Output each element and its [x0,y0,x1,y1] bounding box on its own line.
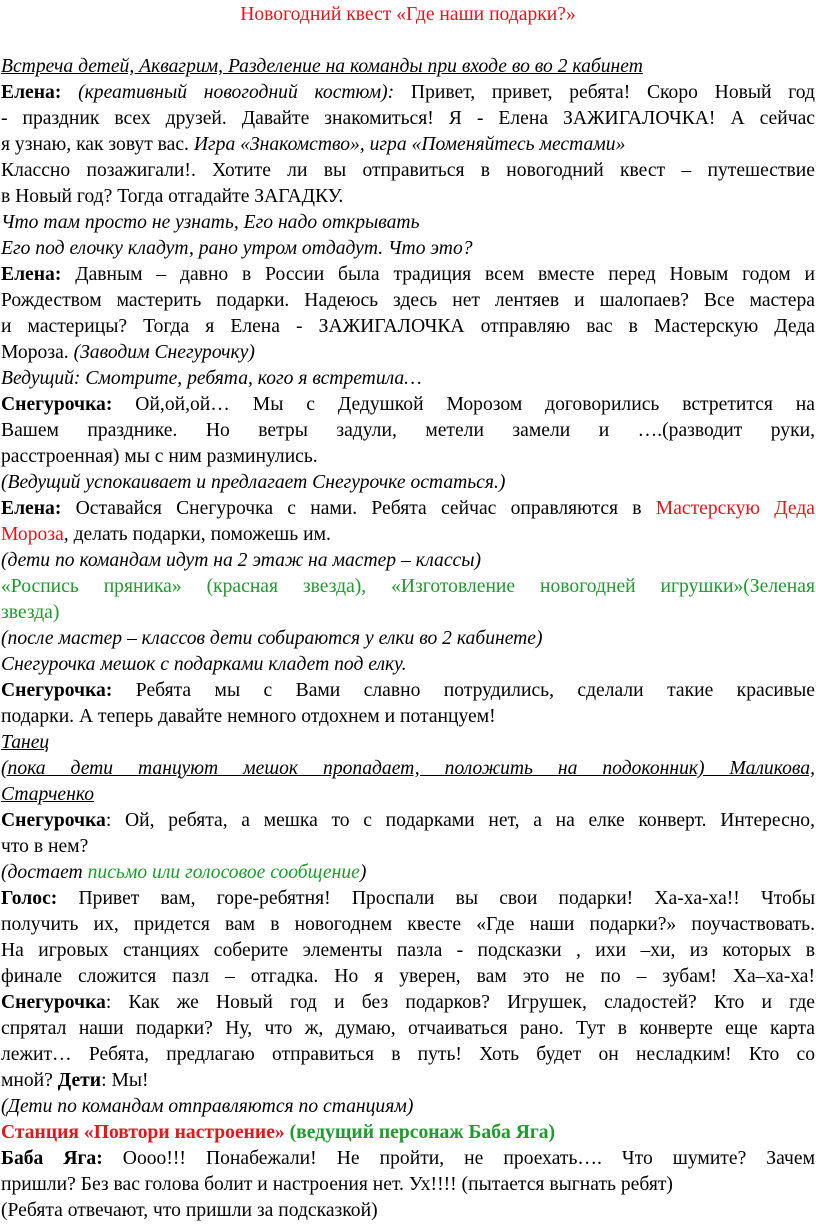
riddle-line: Что там просто не узнать, Его надо открывать [1,212,420,233]
workshop-line: звезда) [1,602,60,623]
paragraph-line: Снегурочка: Как же Новый год и без подарков? Игрушек, сладостей? Кто и где [1,992,815,1013]
paragraph-line: Елена: Оставайся Снегурочка с нами. Ребята сейчас оправляются в Мастерскую Деда [1,498,815,519]
stage-direction: (Ведущий успокаивает и предлагает Снегурочке остаться.) [1,472,506,493]
stage-direction: Игра «Знакомство», игра «Поменяйтесь местами» [193,134,626,155]
paragraph-line: финале сложится пазл – отгадка. Но я уверен, вам это не по – зубам! Ха–ха-ха! [1,966,815,987]
paragraph-line: Вашем празднике. Но ветры задули, метели замели и ….(разводит руки, [1,420,815,441]
paragraph-line: - праздник всех друзей. Давайте знакомиться! Я - Елена ЗАЖИГАЛОЧКА! А сейчас [1,108,815,129]
paragraph-line: и мастерицы? Тогда я Елена - ЗАЖИГАЛОЧКА отправляю вас в Мастерскую Деда [1,316,815,337]
stage-direction: (Заводим Снегурочку) [73,342,255,363]
paragraph-line: Снегурочка: Ой, ребята, а мешка то с подарками нет, а на елке конверт. Интересно, [1,810,815,831]
speaker-name: Снегурочка [1,810,106,831]
paragraph-line: Рождеством мастерить подарки. Надеюсь здесь нет лентяев и шалопаев? Все мастера [1,290,815,311]
intro-note: Встреча детей, Аквагрим, Разделение на команды при входе во во 2 кабинет [1,56,643,77]
paragraph-line: Мороза, делать подарки, поможешь им. [1,524,331,545]
paragraph-line: мной? Дети: Мы! [1,1070,149,1091]
speaker-name: Елена: [1,264,62,285]
paragraph-line: Голос: Привет вам, горе-ребятня! Проспали вы свои подарки! Ха-ха-ха!! Чтобы [1,888,815,909]
paragraph-line: На игровых станциях соберите элементы пазла - подсказки , ихи –хи, из которых в [1,940,815,961]
paragraph-line: что в нем? [1,836,89,857]
paragraph-line: расстроенная) мы с ним разминулись. [1,446,318,467]
paragraph-line: Снегурочка: Ребята мы с Вами славно потрудились, сделали такие красивые [1,680,815,701]
highlight-red: Мороза [1,524,64,545]
document-title: Новогодний квест «Где наши подарки?» [240,4,576,25]
stage-direction: (пока дети танцуют мешок пропадает, положить на подоконник) Маликова, [1,758,815,779]
stage-direction: (после мастер – классов дети собираются у елки во 2 кабинете) [1,628,543,649]
paragraph-line: Елена: Давным – давно в России была традиция всем вместе перед Новым годом и [1,264,815,285]
paragraph-line: пришли? Без вас голова болит и настроения нет. Ух!!!! (пытается выгнать ребят) [1,1174,673,1195]
paragraph-line: лежит… Ребята, предлагаю отправиться в путь! Хоть будет он несладким! Кто со [1,1044,815,1065]
speaker-name: Снегурочка: [1,394,113,415]
station-heading [1,1120,815,1146]
dance-heading: Танец [1,732,50,753]
speaker-name: Снегурочка: [1,680,113,701]
stage-direction: Снегурочка мешок с подарками кладет под елку. [1,654,407,675]
speaker-name: Снегурочка [1,992,106,1013]
stage-direction: (дети по командам идут на 2 этаж на мастер – классы) [1,550,482,571]
paragraph-line: Баба Яга: Оооо!!! Понабежали! Не пройти, не проехать…. Что шумите? Зачем [1,1148,815,1169]
paragraph-line: Мороза. (Заводим Снегурочку) [1,342,255,363]
paragraph-line: я узнаю, как зовут вас. Игра «Знакомство», игра «Поменяйтесь местами» [1,134,626,155]
station-character: (ведущий персонаж Баба Яга) [284,1122,556,1143]
speaker-name: Елена: [1,498,62,519]
stage-direction: (Дети по командам отправляются по станциям) [1,1096,414,1117]
speaker-name: Дети [57,1070,102,1091]
workshop-line: «Роспись пряника» (красная звезда), «Изготовление новогодней игрушки»(Зеленая [1,576,815,597]
paragraph-line: Снегурочка: Ой,ой,ой… Мы с Дедушкой Морозом договорились встретится на [1,394,815,415]
paragraph-line: подарки. А теперь давайте немного отдохнем и потанцуем! [1,706,496,727]
paragraph-line: получить их, придется вам в новогоднем квесте «Где наши подарки?» поучаствовать. [1,914,815,935]
speaker-name: Баба Яга: [1,1148,103,1169]
stage-direction: Ведущий: Смотрите, ребята, кого я встретила… [1,368,422,389]
stage-direction: Старченко [1,784,95,805]
stage-direction: (креативный новогодний костюм): [61,82,395,103]
riddle-line: Его под елочку кладут, рано утром отдадут. Что это? [1,238,473,259]
stage-direction: (достает письмо или голосовое сообщение) [1,862,367,883]
paragraph-line: Елена: (креативный новогодний костюм): Привет, привет, ребята! Скоро Новый год [1,82,816,103]
highlight-red: Мастерскую Деда [655,498,815,519]
speaker-name: Елена: [1,82,62,103]
paragraph-line: Классно позажигали!. Хотите ли вы отправиться в новогодний квест – путешествие [1,160,815,181]
paragraph-line: в Новый год? Тогда отгадайте ЗАГАДКУ. [1,186,344,207]
speaker-name: Голос: [1,888,58,909]
paragraph-line: (Ребята отвечают, что пришли за подсказкой) [1,1200,378,1221]
highlight-green: письмо или голосовое сообщение [87,862,360,883]
paragraph-line: спрятал наши подарки? Ну, что ж, думаю, отчаиваться рано. Тут в конверте еще карта [1,1018,815,1039]
station-name: Станция «Повтори настроение» [1,1122,285,1143]
